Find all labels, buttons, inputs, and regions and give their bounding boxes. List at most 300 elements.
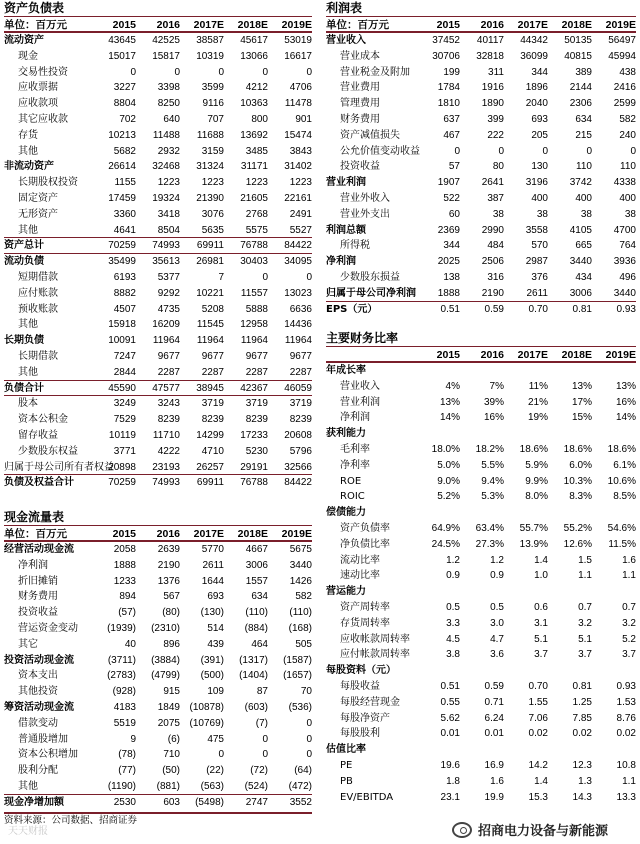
- ratios-row: [326, 726, 636, 742]
- balance-sheet-row: [4, 191, 312, 207]
- cash-flow-row-label: 经营活动现金流: [4, 544, 74, 555]
- income-statement-row-label: 营业外收入: [340, 192, 390, 204]
- ratios-cell: 9.9%: [525, 475, 548, 487]
- balance-sheet-cell: 10213: [108, 129, 136, 141]
- ratios-row: [326, 521, 636, 537]
- balance-sheet-cell: 8239: [157, 414, 180, 426]
- ratios-cell: [416, 742, 460, 758]
- ratios-cell: 16%: [615, 396, 636, 408]
- income-statement-cell: 3196: [525, 177, 548, 189]
- cash-flow-cell: (881): [156, 780, 180, 792]
- balance-sheet-cell: 23193: [152, 461, 180, 473]
- balance-sheet-cell: 47577: [152, 382, 180, 394]
- income-statement-row-label: 净利润: [326, 256, 356, 268]
- balance-sheet-cell: 29191: [240, 461, 268, 473]
- income-statement-cell: 215: [575, 129, 592, 141]
- balance-sheet-cell: 8239: [245, 414, 268, 426]
- income-statement-cell: 0: [542, 145, 548, 157]
- ratios-cell: 3.2: [578, 617, 592, 629]
- balance-sheet-cell: 11710: [152, 429, 180, 441]
- income-statement-row-label: 营业费用: [340, 82, 380, 94]
- balance-sheet-unit-label: 单位：百万元: [4, 19, 67, 31]
- balance-sheet-cell: 13023: [284, 287, 312, 299]
- income-statement-panel: [326, 0, 636, 317]
- balance-sheet-cell: 30403: [240, 256, 268, 268]
- ratios-row: [326, 632, 636, 648]
- balance-sheet-cell: 0: [306, 271, 312, 283]
- ratios-cell: 0.81: [572, 680, 592, 692]
- balance-sheet-cell: 5377: [157, 271, 180, 283]
- balance-sheet-row: [4, 144, 312, 160]
- cash-flow-cell: 4183: [113, 701, 136, 713]
- income-statement-cell: 40117: [476, 35, 504, 46]
- income-statement-cell: 2040: [525, 98, 548, 110]
- balance-sheet-cell: 3485: [245, 145, 268, 157]
- balance-sheet-row-label: 股本: [18, 398, 38, 410]
- income-statement-cell: 2987: [525, 256, 548, 268]
- cash-flow-row-label: 其他投资: [18, 686, 58, 698]
- balance-sheet-cell: 2768: [245, 208, 268, 220]
- cash-flow-cell: (5498): [195, 796, 224, 808]
- cash-flow-cell: (524): [244, 780, 268, 792]
- balance-sheet-cell: 31402: [284, 161, 312, 173]
- balance-sheet-year-1: 2015: [112, 19, 136, 31]
- balance-sheet-cell: 9677: [245, 350, 268, 362]
- cash-flow-cell: (1404): [239, 670, 268, 682]
- ratios-cell: 8.3%: [569, 491, 592, 503]
- balance-sheet-cell: 4641: [113, 224, 136, 236]
- balance-sheet-cell: 1155: [114, 177, 136, 189]
- income-statement-cell: 496: [619, 271, 636, 283]
- balance-sheet-row-label: 长期借款: [18, 350, 58, 362]
- ratios-cell: 13%: [571, 380, 592, 392]
- income-statement-row: [326, 159, 636, 175]
- ratios-cell: [460, 663, 504, 679]
- balance-sheet-cell: 4735: [157, 303, 180, 315]
- income-statement-cell: 582: [619, 113, 636, 125]
- income-statement-row-label: 营业外支出: [340, 208, 390, 220]
- ratios-row: [326, 647, 636, 663]
- balance-sheet-cell: 76788: [240, 477, 268, 489]
- income-statement-cell: 205: [531, 129, 548, 141]
- ratios-cell: 1.55: [528, 696, 548, 708]
- income-statement-cell: 0.81: [572, 303, 592, 315]
- cash-flow-cell: 915: [163, 686, 180, 698]
- balance-sheet-cell: 4212: [245, 82, 268, 94]
- balance-sheet-cell: 21605: [240, 192, 268, 204]
- balance-sheet-cell: 11964: [196, 335, 224, 347]
- cash-flow-cell: 5770: [201, 544, 224, 555]
- cash-flow-cell: (130): [200, 607, 224, 619]
- balance-sheet-year-3: 2017E: [193, 19, 224, 31]
- cash-flow-year-1: 2015: [112, 528, 136, 540]
- income-statement-cell: 634: [575, 113, 592, 125]
- income-statement-cell: 764: [619, 240, 636, 252]
- balance-sheet-cell: 5575: [245, 224, 268, 236]
- income-statement-row: [326, 254, 636, 270]
- ratios-row: [326, 695, 636, 711]
- ratios-cell: 54.6%: [607, 522, 636, 534]
- balance-sheet-cell: 4710: [201, 445, 224, 457]
- income-statement-year-5: 2019E: [605, 19, 636, 31]
- income-statement-cell: 4105: [569, 224, 592, 236]
- ratios-row: [326, 711, 636, 727]
- cash-flow-cell: 1888: [113, 559, 136, 571]
- ratios-cell: [592, 584, 636, 600]
- income-statement-cell: 37452: [432, 35, 460, 46]
- ratios-cell: 8.0%: [525, 491, 548, 503]
- balance-sheet-cell: 2491: [289, 208, 312, 220]
- balance-sheet-cell: 6636: [289, 303, 312, 315]
- income-statement-row: [326, 80, 636, 96]
- income-statement-cell: 0: [630, 145, 636, 157]
- balance-sheet-cell: 0: [262, 66, 268, 78]
- ratios-cell: 3.7: [622, 649, 636, 661]
- balance-sheet-cell: 702: [119, 113, 136, 125]
- income-statement-cell: 2611: [526, 287, 548, 299]
- cash-flow-cell: (563): [200, 780, 224, 792]
- ratios-cell: 0.7: [578, 601, 592, 613]
- ratios-cell: 18.2%: [475, 443, 504, 455]
- ratios-cell: 11%: [528, 380, 548, 392]
- balance-sheet-cell: 7: [218, 271, 224, 283]
- ratios-year-1: 2015: [436, 349, 460, 361]
- cash-flow-row-label: 折旧摊销: [18, 575, 58, 587]
- income-statement-cell: 222: [487, 129, 504, 141]
- wechat-icon: [452, 822, 472, 838]
- balance-sheet-row-label: 固定资产: [18, 192, 58, 204]
- ratios-row-label: EV/EBITDA: [340, 791, 394, 803]
- ratios-row: [326, 568, 636, 584]
- ratios-row-label: PB: [340, 775, 353, 787]
- ratios-cell: 1.8: [446, 775, 460, 787]
- ratios-row-label: ROIC: [340, 491, 365, 503]
- balance-sheet-cell: 8804: [113, 98, 136, 110]
- cash-flow-cell: 1233: [113, 575, 136, 587]
- income-statement-cell: 522: [443, 192, 460, 204]
- balance-sheet-row-label: 其他: [18, 145, 38, 157]
- balance-sheet-cell: 9677: [201, 350, 224, 362]
- ratios-cell: 1.53: [616, 696, 636, 708]
- ratios-cell: [504, 584, 548, 600]
- cash-flow-row: [4, 763, 312, 779]
- income-statement-cell: 3936: [613, 256, 636, 268]
- income-statement-cell: 4700: [613, 224, 636, 236]
- ratios-row-label: 每股资料（元）: [326, 665, 396, 677]
- cash-flow-cell: 567: [163, 591, 180, 603]
- cash-flow-row-label: 营运资金变动: [18, 622, 78, 634]
- cash-flow-row: [4, 558, 312, 574]
- balance-sheet-cell: 5888: [245, 303, 268, 315]
- ratios-cell: 24.5%: [431, 538, 460, 550]
- balance-sheet-cell: 10221: [196, 287, 224, 299]
- cash-flow-cell: (884): [244, 622, 268, 634]
- balance-sheet-cell: 3719: [201, 398, 224, 410]
- cash-flow-row-label: 资本公积增加: [18, 749, 78, 761]
- balance-sheet-cell: 11478: [284, 98, 312, 110]
- income-statement-cell: 376: [531, 271, 548, 283]
- income-statement-cell: 387: [487, 192, 504, 204]
- income-statement-cell: 637: [443, 113, 460, 125]
- cash-flow-row: [4, 574, 312, 590]
- cash-flow-row-label: 投资活动现金流: [4, 654, 74, 666]
- ratios-row-label: 营运能力: [326, 586, 366, 598]
- ratios-cell: 9.4%: [481, 475, 504, 487]
- ratios-cell: [504, 505, 548, 521]
- income-statement-cell: 1907: [437, 177, 460, 189]
- cash-flow-cell: 0: [306, 717, 312, 729]
- cash-flow-row: [4, 605, 312, 621]
- cash-flow-row: [4, 716, 312, 732]
- ratios-cell: 14.3: [572, 791, 592, 803]
- income-statement-cell: 1896: [525, 82, 548, 94]
- ratios-rows: [326, 363, 636, 805]
- balance-sheet-cell: 3418: [157, 208, 180, 220]
- balance-sheet-row-label: 留存收益: [18, 429, 58, 441]
- balance-sheet-row: [4, 302, 312, 318]
- ratios-row-label: 应收帐款周转率: [340, 633, 410, 645]
- ratios-cell: 7%: [489, 380, 504, 392]
- cash-flow-cell: 2190: [157, 559, 180, 571]
- income-statement-cell: 467: [443, 129, 460, 141]
- balance-sheet-row-label: 其他: [18, 366, 38, 378]
- balance-sheet-cell: 1223: [201, 177, 224, 189]
- income-statement-cell: 0: [454, 145, 460, 157]
- ratios-row: [326, 458, 636, 474]
- income-statement-cell: 38: [580, 208, 592, 220]
- income-statement-row-label: 管理费用: [340, 98, 380, 110]
- income-statement-cell: 110: [620, 161, 636, 173]
- balance-sheet-cell: 11557: [240, 287, 268, 299]
- ratios-cell: 0.02: [572, 728, 592, 740]
- balance-sheet-row-label: 非流动资产: [4, 161, 54, 173]
- ratios-cell: 0.55: [440, 696, 460, 708]
- balance-sheet-cell: 76788: [240, 240, 268, 252]
- ratios-cell: [592, 505, 636, 521]
- ratios-year-5: 2019E: [605, 349, 636, 361]
- ratios-cell: [416, 363, 460, 379]
- cash-flow-panel: [4, 509, 312, 826]
- cash-flow-year-2: 2016: [156, 528, 180, 540]
- cash-flow-cell: (2310): [151, 622, 180, 634]
- income-statement-row-label: 营业成本: [340, 50, 380, 62]
- balance-sheet-cell: 5527: [289, 224, 312, 236]
- income-statement-cell: 3742: [569, 177, 592, 189]
- ratios-cell: [504, 363, 548, 379]
- ratios-cell: 18.0%: [431, 443, 460, 455]
- ratios-cell: 1.3: [578, 775, 592, 787]
- balance-sheet-cell: 15017: [108, 50, 136, 62]
- ratios-cell: 0.02: [616, 728, 636, 740]
- balance-sheet-row-label: 应付账款: [18, 287, 58, 299]
- cash-flow-cell: (1939): [107, 622, 136, 634]
- balance-sheet-row-label: 其他: [18, 224, 38, 236]
- ratios-row-label: 速动比率: [340, 570, 380, 582]
- ratios-cell: 16%: [483, 412, 504, 424]
- balance-sheet-cell: 9677: [289, 350, 312, 362]
- cash-flow-row-label: 现金净增加额: [4, 796, 64, 808]
- income-statement-cell: 389: [575, 66, 592, 78]
- balance-sheet-cell: 6193: [113, 271, 136, 283]
- balance-sheet-cell: 1223: [157, 177, 180, 189]
- ratios-row-label: 资产负债率: [340, 522, 390, 534]
- ratios-cell: [592, 742, 636, 758]
- ratios-cell: 13%: [615, 380, 636, 392]
- balance-sheet-row: [4, 112, 312, 128]
- balance-sheet-row-label: 应收款项: [18, 98, 58, 110]
- balance-sheet-cell: 8882: [113, 287, 136, 299]
- cash-flow-cell: (50): [162, 765, 180, 777]
- ratios-cell: 5.1: [578, 633, 592, 645]
- cash-flow-rows: [4, 542, 312, 811]
- balance-sheet-row: [4, 33, 312, 49]
- cash-flow-cell: 514: [207, 622, 224, 634]
- cash-flow-cell: (3711): [107, 654, 136, 666]
- ratios-row: [326, 553, 636, 569]
- income-statement-row: [326, 223, 636, 239]
- balance-sheet-cell: 42367: [240, 382, 268, 394]
- balance-sheet-cell: 901: [295, 113, 312, 125]
- ratios-row: [326, 742, 636, 758]
- ratios-row: [326, 679, 636, 695]
- cash-flow-cell: 1644: [201, 575, 224, 587]
- ratios-row: [326, 584, 636, 600]
- income-statement-row-label: 资产减值损失: [340, 129, 400, 141]
- balance-sheet-cell: 0: [130, 66, 136, 78]
- income-statement-cell: 2190: [481, 287, 504, 299]
- income-statement-cell: 484: [487, 240, 504, 252]
- balance-sheet-cell: 12958: [240, 319, 268, 331]
- balance-sheet-cell: 3159: [201, 145, 224, 157]
- cash-flow-cell: (1190): [107, 780, 136, 792]
- cash-flow-cell: 2747: [245, 796, 268, 808]
- cash-flow-row-label: 财务费用: [18, 591, 58, 603]
- income-statement-cell: 0.59: [484, 303, 504, 315]
- ratios-panel: [326, 330, 636, 805]
- income-statement-cell: 60: [448, 208, 460, 220]
- balance-sheet-cell: 800: [251, 113, 268, 125]
- income-statement-cell: 130: [531, 161, 548, 173]
- balance-sheet-cell: 14436: [284, 319, 312, 331]
- balance-sheet-cell: 4507: [113, 303, 136, 315]
- cash-flow-cell: 693: [207, 591, 224, 603]
- income-statement-cell: 1810: [437, 98, 460, 110]
- ratios-cell: 14.2: [528, 759, 548, 771]
- cash-flow-cell: 710: [163, 749, 180, 761]
- cash-flow-cell: (110): [289, 607, 312, 619]
- cash-flow-row-label: 筹资活动现金流: [4, 701, 74, 713]
- balance-sheet-row-label: 少数股东权益: [18, 445, 78, 457]
- balance-sheet-cell: 14299: [196, 429, 224, 441]
- cash-flow-cell: (7): [255, 717, 268, 729]
- balance-sheet-row: [4, 444, 312, 460]
- ratios-cell: 19.6: [440, 759, 460, 771]
- income-statement-cell: 434: [575, 271, 592, 283]
- balance-sheet-row: [4, 286, 312, 302]
- ratios-row: [326, 363, 636, 379]
- balance-sheet-row-label: 其它应收款: [18, 113, 68, 125]
- balance-sheet-cell: 3360: [113, 208, 136, 220]
- income-statement-year-1: 2015: [436, 19, 460, 31]
- income-statement-cell: 38: [536, 208, 548, 220]
- income-statement-row: [326, 175, 636, 191]
- income-statement-cell: 438: [619, 66, 636, 78]
- balance-sheet-row: [4, 317, 312, 333]
- income-statement-row: [326, 33, 636, 49]
- balance-sheet-cell: 3398: [157, 82, 180, 94]
- brand-logo: [452, 820, 608, 839]
- income-statement-cell: 2306: [569, 98, 592, 110]
- balance-sheet-cell: 8250: [157, 98, 180, 110]
- balance-sheet-cell: 2932: [157, 145, 180, 157]
- balance-sheet-cell: 15817: [152, 50, 180, 62]
- ratios-cell: 3.6: [490, 649, 504, 661]
- cash-flow-row-label: 普通股增加: [18, 733, 68, 745]
- cash-flow-cell: (603): [244, 701, 268, 713]
- cash-flow-cell: 2530: [113, 796, 136, 808]
- balance-sheet-row-label: 预收账款: [18, 303, 58, 315]
- balance-sheet-row-label: 负债合计: [4, 382, 44, 394]
- balance-sheet-row-label: 现金: [18, 50, 38, 62]
- balance-sheet-row: [4, 65, 312, 81]
- ratios-cell: 4%: [445, 380, 460, 392]
- income-statement-cell: 4338: [613, 177, 636, 189]
- ratios-cell: 18.6%: [607, 443, 636, 455]
- balance-sheet-cell: 26257: [196, 461, 224, 473]
- balance-sheet-cell: 13692: [240, 129, 268, 141]
- cash-flow-cell: 87: [256, 686, 268, 698]
- cash-flow-cell: 896: [163, 638, 180, 650]
- balance-sheet-row: [4, 381, 312, 397]
- balance-sheet-cell: 26614: [108, 161, 136, 173]
- income-statement-cell: 2416: [613, 82, 636, 94]
- ratios-cell: 3.0: [490, 617, 504, 629]
- balance-sheet-cell: 70259: [108, 477, 136, 489]
- income-statement-cell: 32818: [476, 50, 504, 62]
- income-statement-cell: 3440: [569, 256, 592, 268]
- ratios-cell: 3.2: [622, 617, 636, 629]
- cash-flow-cell: (77): [118, 765, 136, 777]
- source-note: 资料来源：公司数据、招商证券: [4, 812, 312, 826]
- ratios-cell: [504, 663, 548, 679]
- balance-sheet-cell: 5635: [201, 224, 224, 236]
- ratios-cell: 55.7%: [519, 522, 548, 534]
- balance-sheet-cell: 11688: [196, 129, 224, 141]
- balance-sheet-row-label: 长期股权投资: [18, 177, 78, 189]
- cash-flow-cell: (22): [206, 765, 224, 777]
- income-statement-cell: 344: [443, 240, 460, 252]
- income-statement-row: [326, 96, 636, 112]
- balance-sheet-row: [4, 254, 312, 270]
- balance-sheet-panel: [4, 0, 312, 491]
- balance-sheet-year-5: 2019E: [281, 19, 312, 31]
- cash-flow-cell: 4667: [245, 544, 268, 555]
- cash-flow-row: [4, 637, 312, 653]
- ratios-cell: 1.1: [622, 570, 636, 582]
- balance-sheet-cell: 45617: [240, 35, 268, 46]
- ratios-row: [326, 379, 636, 395]
- balance-sheet-cell: 32566: [284, 461, 312, 473]
- income-statement-cell: 199: [443, 66, 460, 78]
- ratios-cell: 8.76: [616, 712, 636, 724]
- income-statement-cell: 38: [492, 208, 504, 220]
- ratios-year-2: 2016: [480, 349, 504, 361]
- cash-flow-cell: (57): [118, 607, 136, 619]
- income-statement-cell: 399: [487, 113, 504, 125]
- balance-sheet-cell: 2844: [113, 366, 136, 378]
- cash-flow-row: [4, 700, 312, 716]
- balance-sheet-cell: 74993: [152, 477, 180, 489]
